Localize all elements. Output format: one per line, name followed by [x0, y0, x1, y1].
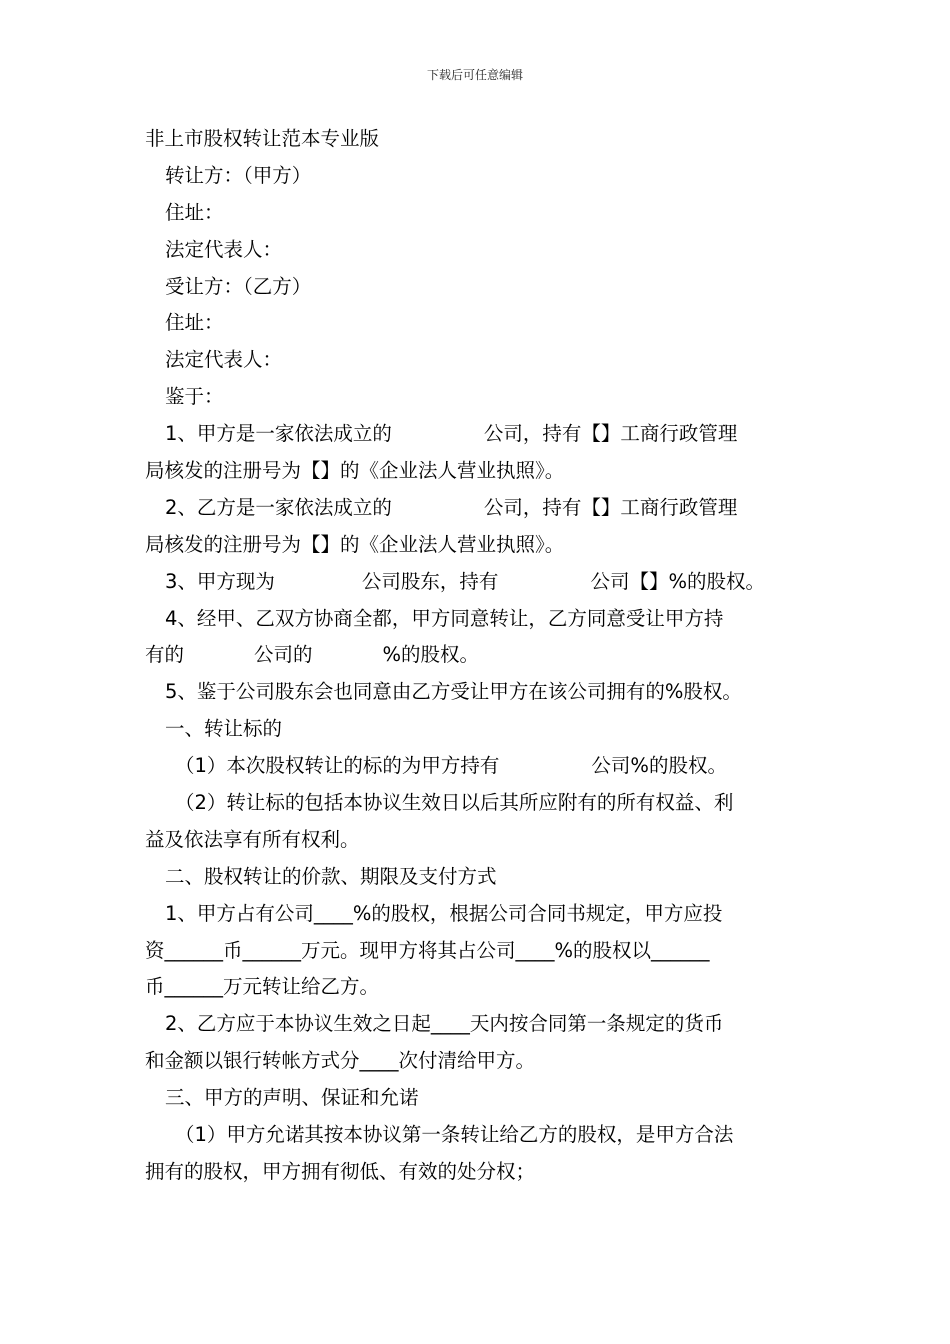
text-segment: 3、甲方现为 — [165, 569, 275, 593]
paragraph: 受让方：（乙方） — [165, 274, 312, 298]
text-segment: 2、乙方是一家依法成立的 — [165, 495, 392, 519]
paragraph: 和金额以银行转帐方式分____次付清给甲方。 — [145, 1049, 536, 1073]
paragraph: 法定代表人： — [165, 348, 283, 372]
text-segment: 公司的 — [254, 643, 313, 667]
paragraph: 法定代表人： — [165, 237, 283, 261]
text-segment: 公司%的股权。 — [591, 754, 727, 778]
paragraph — [145, 490, 810, 527]
text-segment: 公司，持有【】工商行政管理 — [483, 422, 738, 446]
paragraph — [145, 416, 810, 453]
document-body — [145, 121, 810, 1191]
text-segment: 公司【】%的股权。 — [590, 569, 765, 593]
paragraph: 4、经甲、乙双方协商全都，甲方同意转让，乙方同意受让甲方持 — [165, 606, 724, 630]
paragraph: 住址： — [165, 311, 224, 335]
text-segment: 1、甲方是一家依法成立的 — [165, 422, 392, 446]
paragraph: 资______币______万元。现甲方将其占公司____%的股权以______ — [145, 938, 710, 962]
paragraph: 鉴于： — [165, 385, 224, 409]
paragraph: （1）甲方允诺其按本协议第一条转让给乙方的股权，是甲方合法 — [175, 1123, 734, 1147]
text-segment: 有的 — [145, 643, 185, 667]
section-heading: 三、甲方的声明、保证和允诺 — [165, 1086, 419, 1110]
paragraph: 1、甲方占有公司____%的股权，根据公司合同书规定，甲方应投 — [165, 901, 723, 925]
paragraph: 益及依法享有所有权利。 — [145, 827, 360, 851]
paragraph: 拥有的股权，甲方拥有彻低、有效的处分权； — [145, 1159, 536, 1183]
paragraph — [145, 748, 810, 785]
section-heading: 二、股权转让的价款、期限及支付方式 — [165, 864, 497, 888]
paragraph: 住址： — [165, 200, 224, 224]
paragraph: 2、乙方应于本协议生效之日起____天内按合同第一条规定的货币 — [165, 1012, 724, 1036]
section-heading: 一、转让标的 — [165, 717, 283, 741]
paragraph — [145, 564, 810, 601]
paragraph: （2）转让标的包括本协议生效日以后其所应附有的所有权益、利 — [175, 791, 734, 815]
paragraph: 局核发的注册号为【】的《企业法人营业执照》。 — [145, 532, 565, 556]
text-segment: 公司，持有【】工商行政管理 — [483, 495, 738, 519]
text-segment: 公司股东，持有 — [361, 569, 499, 593]
paragraph: 币______万元转让给乙方。 — [145, 975, 380, 999]
paragraph: 局核发的注册号为【】的《企业法人营业执照》。 — [145, 459, 565, 483]
text-segment: （1）本次股权转让的标的为甲方持有 — [175, 754, 500, 778]
paragraph: 5、鉴于公司股东会也同意由乙方受让甲方在该公司拥有的%股权。 — [165, 680, 742, 704]
paragraph — [145, 637, 810, 674]
paragraph: 转让方：（甲方） — [165, 163, 312, 187]
text-segment: %的股权。 — [382, 643, 480, 667]
document-title: 非上市股权转让范本专业版 — [145, 127, 380, 150]
page-header: 下载后可任意编辑 — [426, 68, 523, 82]
